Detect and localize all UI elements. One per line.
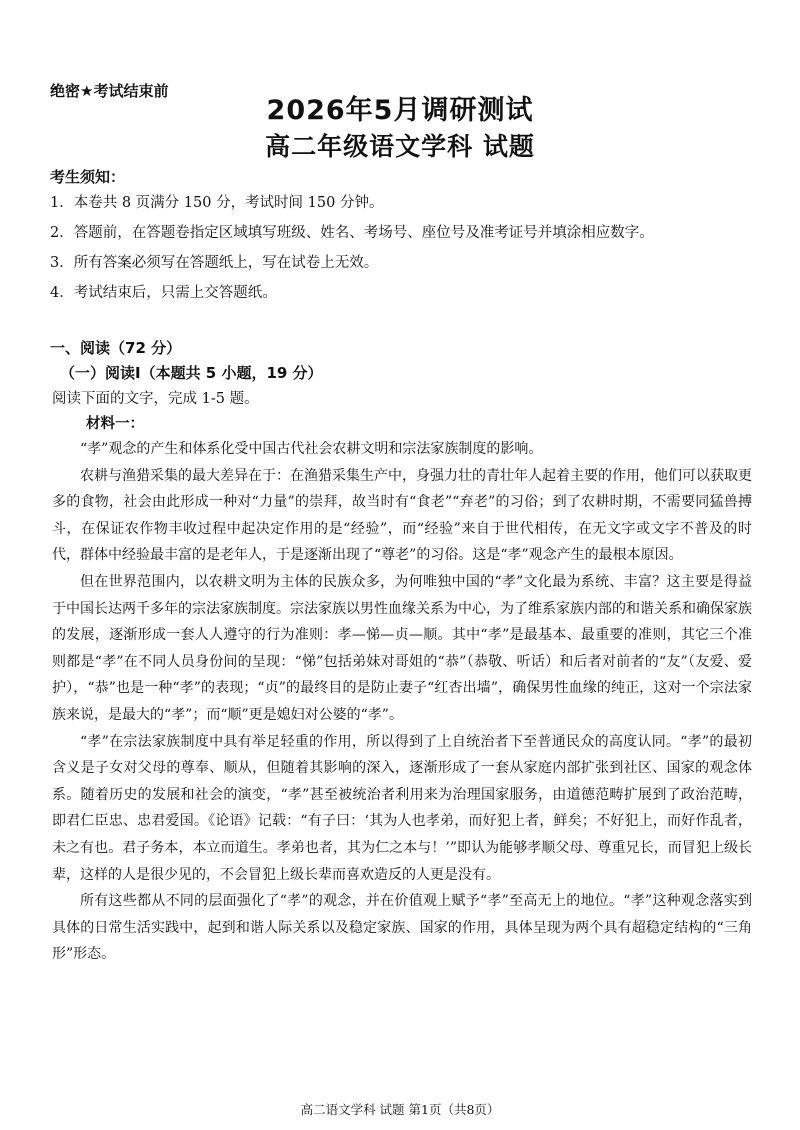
- exam-title: 2026年5月调研测试: [266, 95, 534, 126]
- notice-heading: 考生须知：: [50, 168, 126, 186]
- paragraph: 农耕与渔猎采集的最大差异在于：在渔猎采集生产中，身强力壮的青壮年人起着主要的作用，他们可以获取更多的食物，社会由此形成一种对“力量”的崇拜，故当时有“食老”“弃老”的习俗；到了农耕时期，不需要同猛兽搏斗，在保证农作物丰收过程中起决定作用的是“经验”，而“经验”来自于世代相传，在无文字或文字不普及的时代，群体中经验最丰富的是老年人，于是逐渐出现了“尊老”的习俗。这是“孝”观念产生的最根本原因。: [52, 467, 752, 564]
- notice-item: 4．考试结束后，只需上交答题纸。: [50, 285, 277, 301]
- subsection-heading: （一）阅读Ⅰ（本题共 5 小题，19 分）: [60, 364, 323, 382]
- section-heading: 一、阅读（72 分）: [50, 339, 182, 357]
- notice-item: 3．所有答案必须写在答题纸上，写在试卷上无效。: [50, 255, 379, 271]
- paragraph: 但在世界范围内，以农耕文明为主体的民族众多，为何唯独中国的“孝”文化最为系统、丰富？这主要是得益于中国长达两千多年的宗法家族制度。宗法家族以男性血缘关系为中心，为了维系家族内部的和谐关系和确保家族的发展，逐渐形成一套人人遵守的行为准则：孝—悌—贞—顺。其中“孝”是最基本、最重要的准则，其它三个准则都是“孝”在不同人员身份间的呈现：“悌”包括弟妹对哥姐的“恭”（恭敬、听话）和后者对前者的“友”（友爱、爱护），“恭”也是一种“孝”的表现；“贞”的最终目的是防止妻子“红杏出墙”，确保男性血缘的纯正，这对一个宗法家族来说，是最大的“孝”；而“顺”更是媳妇对公婆的“孝”。: [52, 573, 752, 723]
- paragraph: “孝”在宗法家族制度中具有举足轻重的作用，所以得到了上自统治者下至普通民众的高度认同。“孝”的最初含义是子女对父母的尊奉、顺从，但随着其影响的深入，逐渐形成了一套从家庭内部扩张到社区、国家的观念体系。随着历史的发展和社会的演变，“孝”甚至被统治者利用来为治理国家服务，由道德范畴扩展到了政治范畴，即君仁臣忠、忠君爱国。《论语》记载：“有子曰：‘其为人也孝弟，而好犯上者，鲜矣；不好犯上，而好作乱者，未之有也。君子务本，本立而道生。孝弟也者，其为仁之本与！’”即认为能够孝顺父母、尊重兄长，而冒犯上级长辈，这样的人是很少见的，不会冒犯上级长辈而喜欢造反的人更是没有。: [52, 733, 752, 883]
- confidential-label: 绝密★考试结束前: [50, 82, 169, 100]
- notice-item: 2．答题前，在答题卷指定区域填写班级、姓名、考场号、座位号及准考证号并填涂相应数字。: [50, 225, 654, 241]
- reading-instruction: 阅读下面的文字，完成 1-5 题。: [52, 391, 259, 407]
- notice-list: [50, 188, 760, 308]
- paragraph: “孝”观念的产生和体系化受中国古代社会农耕文明和宗法家族制度的影响。: [80, 441, 543, 457]
- material-label: 材料一：: [86, 416, 144, 432]
- page-footer: 高二语文学科 试题 第1页（共8页）: [300, 1102, 500, 1117]
- notice-item: 1．本卷共 8 页满分 150 分，考试时间 150 分钟。: [50, 195, 384, 211]
- paragraph: 所有这些都从不同的层面强化了“孝”的观念，并在价值观上赋予“孝”至高无上的地位。“孝”这种观念落实到具体的日常生活实践中，起到和谐人际关系以及稳定家族、国家的作用，具体呈现为两个具有超稳定结构的“三角形”形态。: [52, 893, 752, 963]
- exam-subtitle: 高二年级语文学科 试题: [265, 132, 535, 161]
- material-body: [52, 436, 752, 968]
